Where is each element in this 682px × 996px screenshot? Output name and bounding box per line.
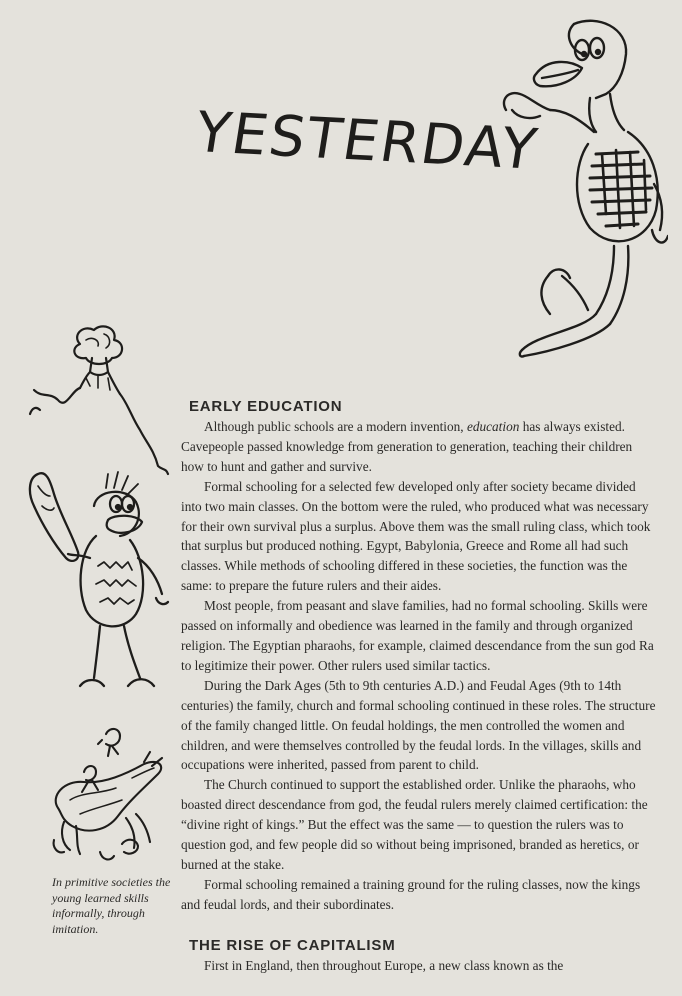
volcano-illustration [28, 318, 178, 478]
paragraph: During the Dark Ages (5th to 9th centuries A.D.) and Feudal Ages (9th to 14th centuries) the family, church and formal schooling continued in these roles. The structure of the family changed little. On feudal holdings, the men controlled the women and children, and were themselves controlled by the feudal lords. In the villages, skills and occupations were inherited, passed from parent to child. [181, 677, 656, 773]
page-title: YESTERDAY [190, 100, 543, 183]
paragraph: Formal schooling for a selected few developed only after society became divided into two main classes. On the bottom were the ruled, who produced what was necessary for their own survival plus a surplus. Above them was the small ruling class, which took that surplus but produced nothing. Egypt, Babylonia, Greece and Rome all had such classes. While methods of schooling differed in these societies, the function was the same: to prepare the future rulers and their aides. [181, 478, 651, 594]
hunting-scene-illustration [40, 722, 170, 872]
paragraph: The Church continued to support the established order. Unlike the pharaohs, who boasted direct descendance from god, the feudal rulers merely claimed certification: the “divine right of kings.” But the effect was the same — to question the rulers was to question god, and few people did so without being imprisoned, branded as heretics, or burned at the stake. [181, 777, 648, 872]
article-body [181, 398, 657, 976]
paragraph-text: Although public schools are a modern invention, [204, 419, 467, 434]
illustration-caption: In primitive societies the young learned skills informally, through imitation. [52, 875, 171, 936]
paragraph: Formal schooling remained a training ground for the ruling classes, now the kings and feudal lords, and their subordinates. [181, 876, 641, 912]
section-heading-rise-of-capitalism: THE RISE OF CAPITALISM [189, 936, 396, 954]
paragraph: First in England, then throughout Europe, a new class known as the [204, 957, 564, 973]
section-heading-early-education: EARLY EDUCATION [189, 398, 343, 415]
paragraph: Most people, from peasant and slave families, had no formal schooling. Skills were passed on informally and obedience was learned in the family and through organized religion. The Egyptian pharaohs, for example, claimed descendance from the sun god Ra to legitimize their power. Other rulers used similar tactics. [181, 598, 654, 673]
paragraph-text: has always existed. Cavepeople passed knowledge from generation to generation, teaching their children how to hunt and gather and survive. [181, 419, 633, 474]
paragraph [181, 417, 657, 477]
running-duck-illustration [478, 14, 668, 364]
caveman-duck-illustration [24, 466, 174, 706]
emphasized-word: education [466, 419, 520, 434]
